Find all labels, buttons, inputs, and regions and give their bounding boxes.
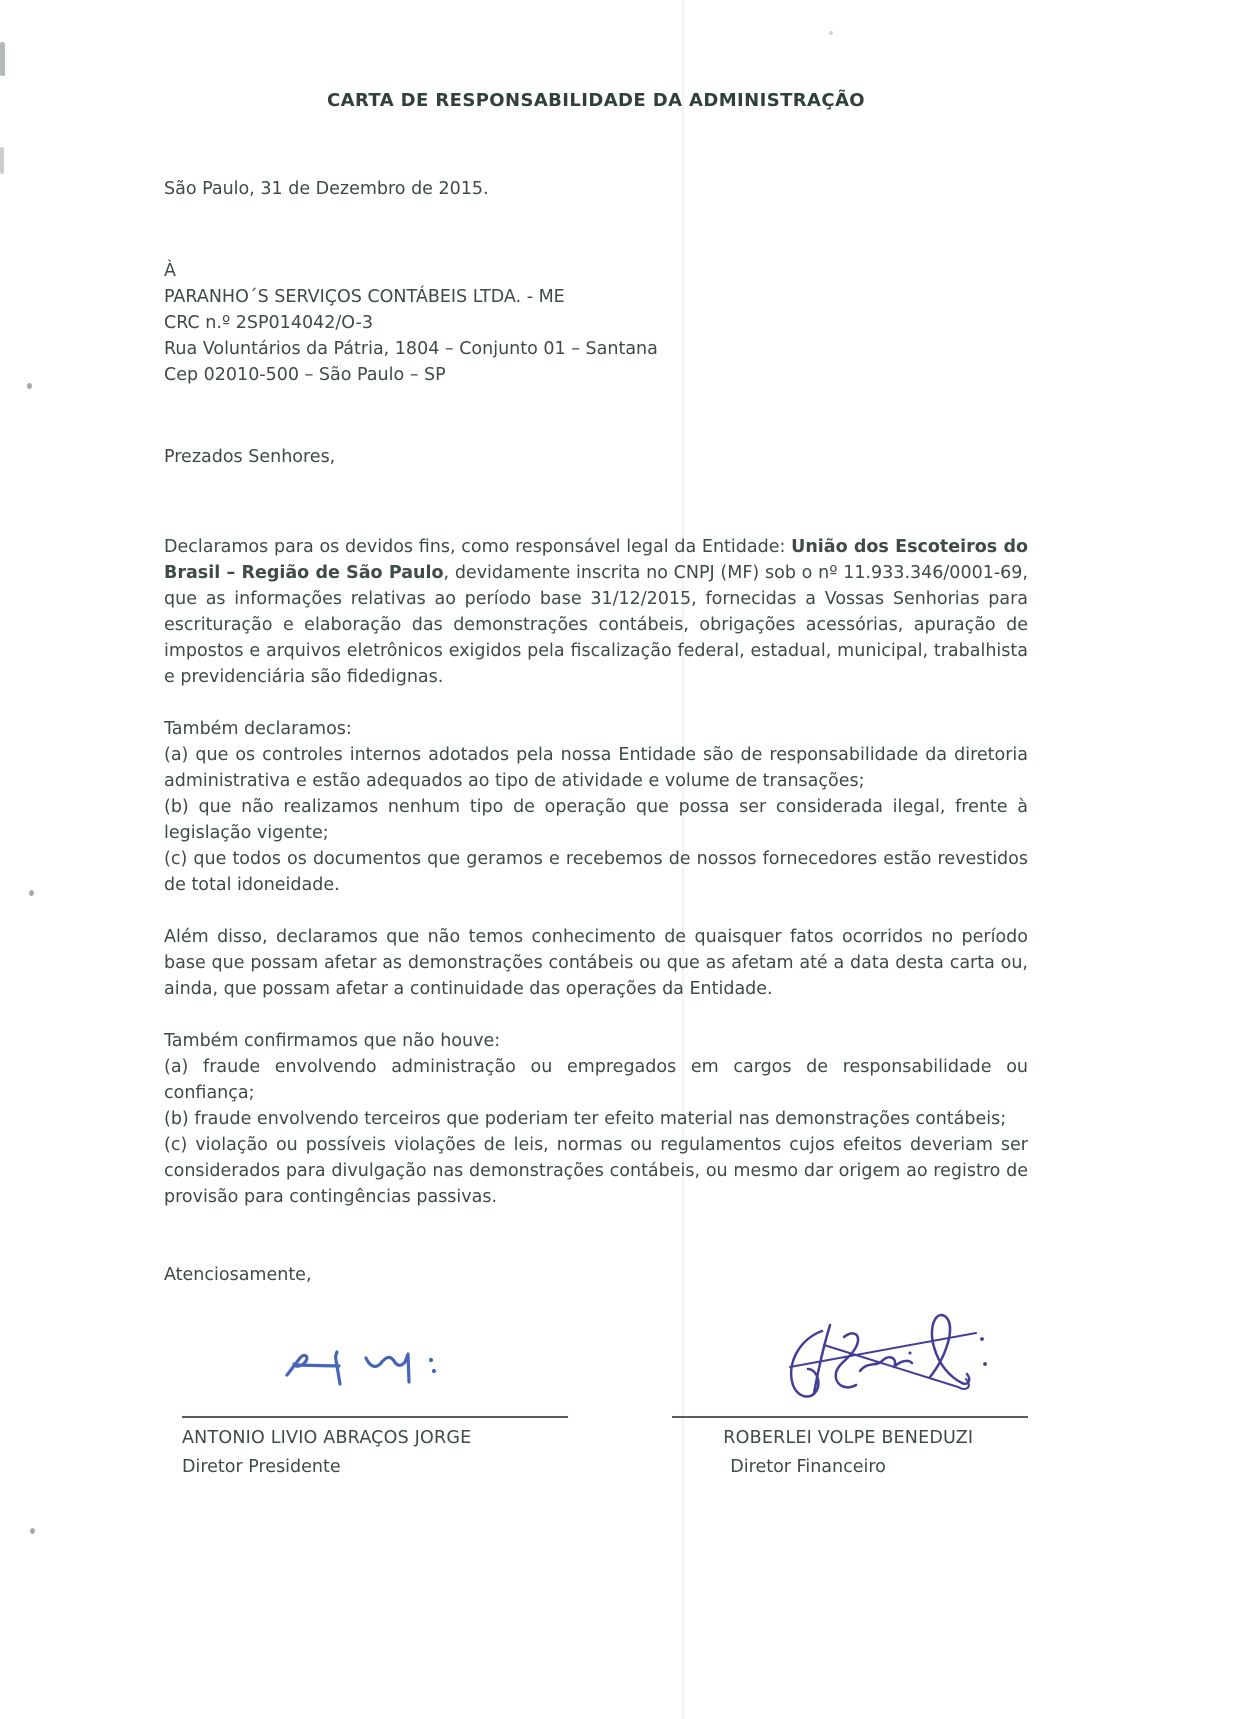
- scan-edge-mark: [0, 42, 5, 76]
- recipient-to: À: [164, 261, 176, 281]
- paragraph-confirm: [164, 1028, 1028, 1210]
- confirm-item-a: (a) fraude envolvendo administração ou empregados em cargos de responsabilidade ou confiança;: [164, 1057, 1028, 1103]
- scan-speck: [29, 890, 34, 896]
- paragraph-no-knowledge: Além disso, declaramos que não temos conhecimento de quaisquer fatos ocorridos no período base que possam afetar as demonstrações contábeis ou que as afetam até a data desta carta ou, ainda, que possam afetar a continuidade das operações da Entidade.: [164, 927, 1028, 999]
- recipient-cep: Cep 02010-500 – São Paulo – SP: [164, 365, 446, 385]
- paragraph-declaration-start: Declaramos para os devidos fins, como responsável legal da Entidade:: [164, 537, 792, 557]
- signature-ink-president: [182, 1298, 568, 1416]
- greeting: Prezados Senhores,: [164, 447, 336, 467]
- paragraph-declaration-end: , devidamente inscrita no CNPJ (MF) sob o nº 11.933.346/0001-69, que as informações relativas ao período base 31/12/2015, fornecidas a Vossas Senhorias para escrituração e elaboração das demonstrações contábeis, obrigações acessórias, apuração de impostos e arquivos eletrônicos exigidos pela fiscalização federal, estadual, municipal, trabalhista e previdenciária são fidedignas.: [164, 563, 1028, 687]
- document-title: CARTA DE RESPONSABILIDADE DA ADMINISTRAÇÃO: [327, 90, 865, 111]
- scan-edge-mark: [0, 147, 4, 174]
- paragraph-also-declare: [164, 716, 1028, 898]
- confirm-intro: Também confirmamos que não houve:: [164, 1031, 501, 1051]
- signature-line: [182, 1416, 568, 1418]
- declare-item-c: (c) que todos os documentos que geramos e recebemos de nossos fornecedores estão revestidos de total idoneidade.: [164, 849, 1028, 895]
- declare-item-a: (a) que os controles internos adotados pela nossa Entidade são de responsabilidade da diretoria administrativa e estão adequados ao tipo de atividade e volume de transações;: [164, 745, 1028, 791]
- closing-salutation: Atenciosamente,: [164, 1265, 312, 1285]
- signature-block-financial: [672, 1298, 1028, 1480]
- signer-name: ROBERLEI VOLPE BENEDUZI: [723, 1428, 974, 1448]
- confirm-item-b: (b) fraude envolvendo terceiros que poderiam ter efeito material nas demonstrações contábeis;: [164, 1109, 1007, 1129]
- scan-speck: [30, 1528, 35, 1534]
- signature-row: [164, 1298, 1028, 1480]
- recipient-address: Rua Voluntários da Pátria, 1804 – Conjunto 01 – Santana: [164, 339, 658, 359]
- handwritten-signature-icon: [282, 1348, 452, 1408]
- recipient-company: PARANHO´S SERVIÇOS CONTÁBEIS LTDA. - ME: [164, 287, 565, 307]
- signer-title: Diretor Presidente: [182, 1457, 341, 1477]
- declare-item-b: (b) que não realizamos nenhum tipo de operação que possa ser considerada ilegal, frente à legislação vigente;: [164, 797, 1028, 843]
- recipient-block: [164, 258, 1028, 388]
- confirm-item-c: (c) violação ou possíveis violações de leis, normas ou regulamentos cujos efeitos deveriam ser considerados para divulgação nas demonstrações contábeis, ou mesmo dar origem ao registro de provisão para contingências passivas.: [164, 1135, 1028, 1207]
- also-declare-intro: Também declaramos:: [164, 719, 352, 739]
- scan-speck: [27, 383, 32, 389]
- handwritten-signature-icon: [760, 1301, 1000, 1416]
- dateline: São Paulo, 31 de Dezembro de 2015.: [164, 179, 489, 199]
- paragraph-declaration: [164, 534, 1028, 690]
- signature-line: [672, 1416, 1028, 1418]
- signature-ink-financial: [672, 1298, 1028, 1416]
- recipient-crc: CRC n.º 2SP014042/O-3: [164, 313, 373, 333]
- signer-title: Diretor Financeiro: [730, 1457, 886, 1477]
- entity-name: União dos Escoteiros do Brasil – Região de São Paulo: [164, 537, 1028, 583]
- signer-name: ANTONIO LIVIO ABRAÇOS JORGE: [182, 1428, 472, 1448]
- letter-content: [164, 0, 1028, 1480]
- signature-block-president: [182, 1298, 568, 1480]
